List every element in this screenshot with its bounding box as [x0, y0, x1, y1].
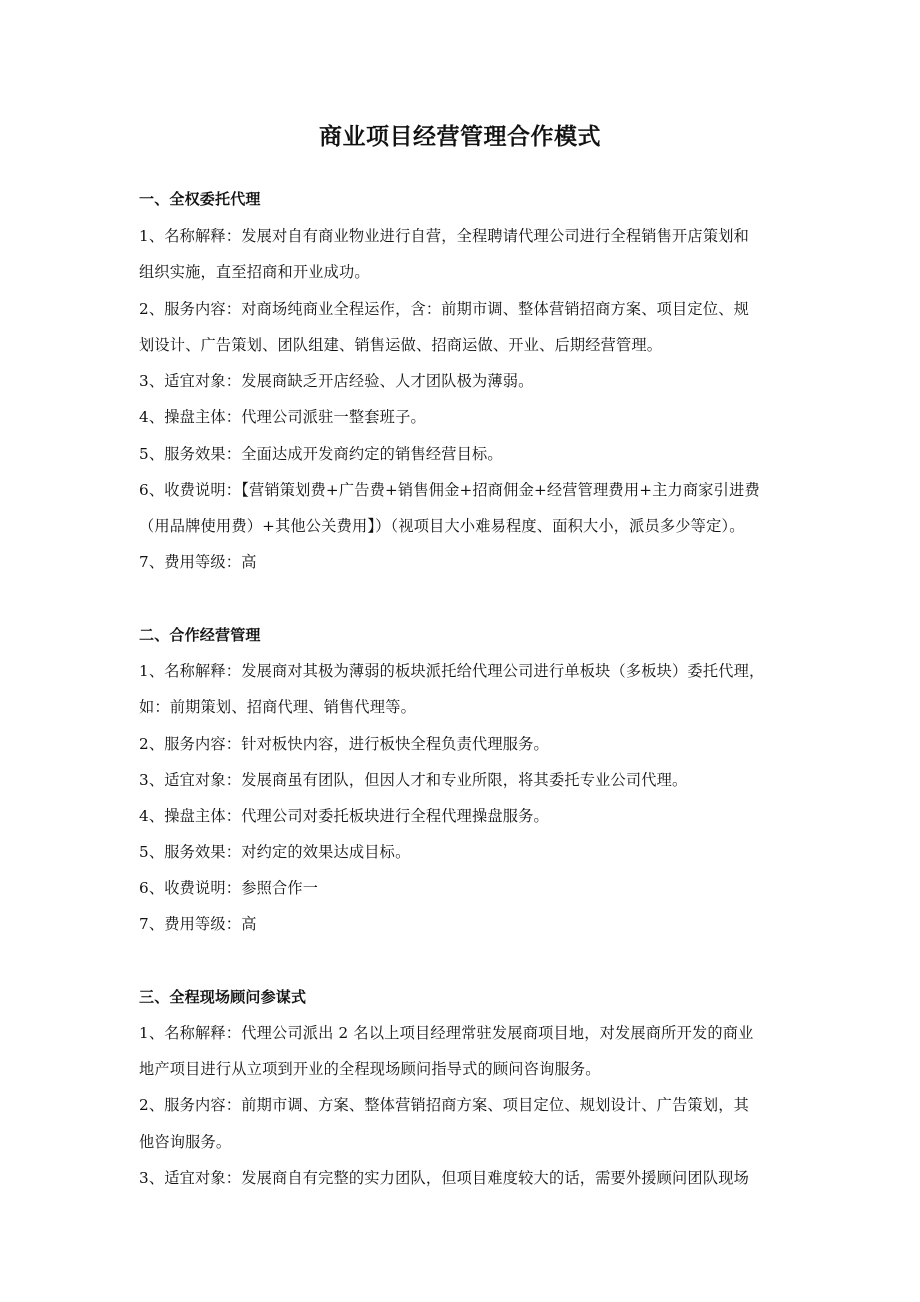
paragraph-line: 2、服务内容：针对板快内容，进行板快全程负责代理服务。 [139, 735, 549, 753]
paragraph-line: 6、收费说明：参照合作一 [139, 879, 319, 897]
paragraph-line: 5、服务效果：全面达成开发商约定的销售经营目标。 [139, 445, 503, 463]
paragraph-line: 2、服务内容：前期市调、方案、整体营销招商方案、项目定位、规划设计、广告策划，其 [139, 1096, 749, 1114]
paragraph-line: 1、名称解释：发展对自有商业物业进行自营，全程聘请代理公司进行全程销售开店策划和 [139, 227, 749, 245]
paragraph-line: 7、费用等级：高 [139, 915, 257, 933]
paragraph-line: 7、费用等级：高 [139, 553, 257, 571]
paragraph-line: 他咨询服务。 [139, 1133, 232, 1151]
paragraph-line: 地产项目进行从立项到开业的全程现场顾问指导式的顾问咨询服务。 [139, 1060, 601, 1078]
section-heading-2: 二、合作经营管理 [139, 626, 261, 644]
paragraph-line: 2、服务内容：对商场纯商业全程运作，含：前期市调、整体营销招商方案、项目定位、规 [139, 300, 749, 318]
paragraph-line: 1、名称解释：代理公司派出 2 名以上项目经理常驻发展商项目地，对发展商所开发的商业 [139, 1024, 754, 1042]
paragraph-line: （用品牌使用费）+其他公关费用】）（视项目大小难易程度、面积大小，派员多少等定）。 [139, 517, 745, 535]
document-title: 商业项目经营管理合作模式 [319, 124, 601, 150]
paragraph-line: 3、适宜对象：发展商缺乏开店经验、人才团队极为薄弱。 [139, 372, 534, 390]
paragraph-line: 6、收费说明：【营销策划费+广告费+销售佣金+招商佣金+经营管理费用+主力商家引进费 [139, 481, 760, 499]
paragraph-line: 4、操盘主体：代理公司对委托板块进行全程代理操盘服务。 [139, 807, 549, 825]
paragraph-line: 3、适宜对象：发展商虽有团队，但因人才和专业所限，将其委托专业公司代理。 [139, 771, 688, 789]
paragraph-line: 4、操盘主体：代理公司派驻一整套班子。 [139, 408, 426, 426]
section-heading-3: 三、全程现场顾问参谋式 [139, 988, 307, 1006]
paragraph-line: 划设计、广告策划、团队组建、销售运做、招商运做、开业、后期经营管理。 [139, 336, 663, 354]
paragraph-line: 1、名称解释：发展商对其极为薄弱的板块派托给代理公司进行单板块（多板块）委托代理， [139, 662, 765, 680]
paragraph-line: 5、服务效果：对约定的效果达成目标。 [139, 843, 411, 861]
paragraph-line: 组织实施，直至招商和开业成功。 [139, 263, 370, 281]
section-heading-1: 一、全权委托代理 [139, 190, 261, 208]
paragraph-line: 3、适宜对象：发展商自有完整的实力团队，但项目难度较大的话，需要外援顾问团队现场 [139, 1169, 749, 1187]
paragraph-line: 如：前期策划、招商代理、销售代理等。 [139, 698, 416, 716]
